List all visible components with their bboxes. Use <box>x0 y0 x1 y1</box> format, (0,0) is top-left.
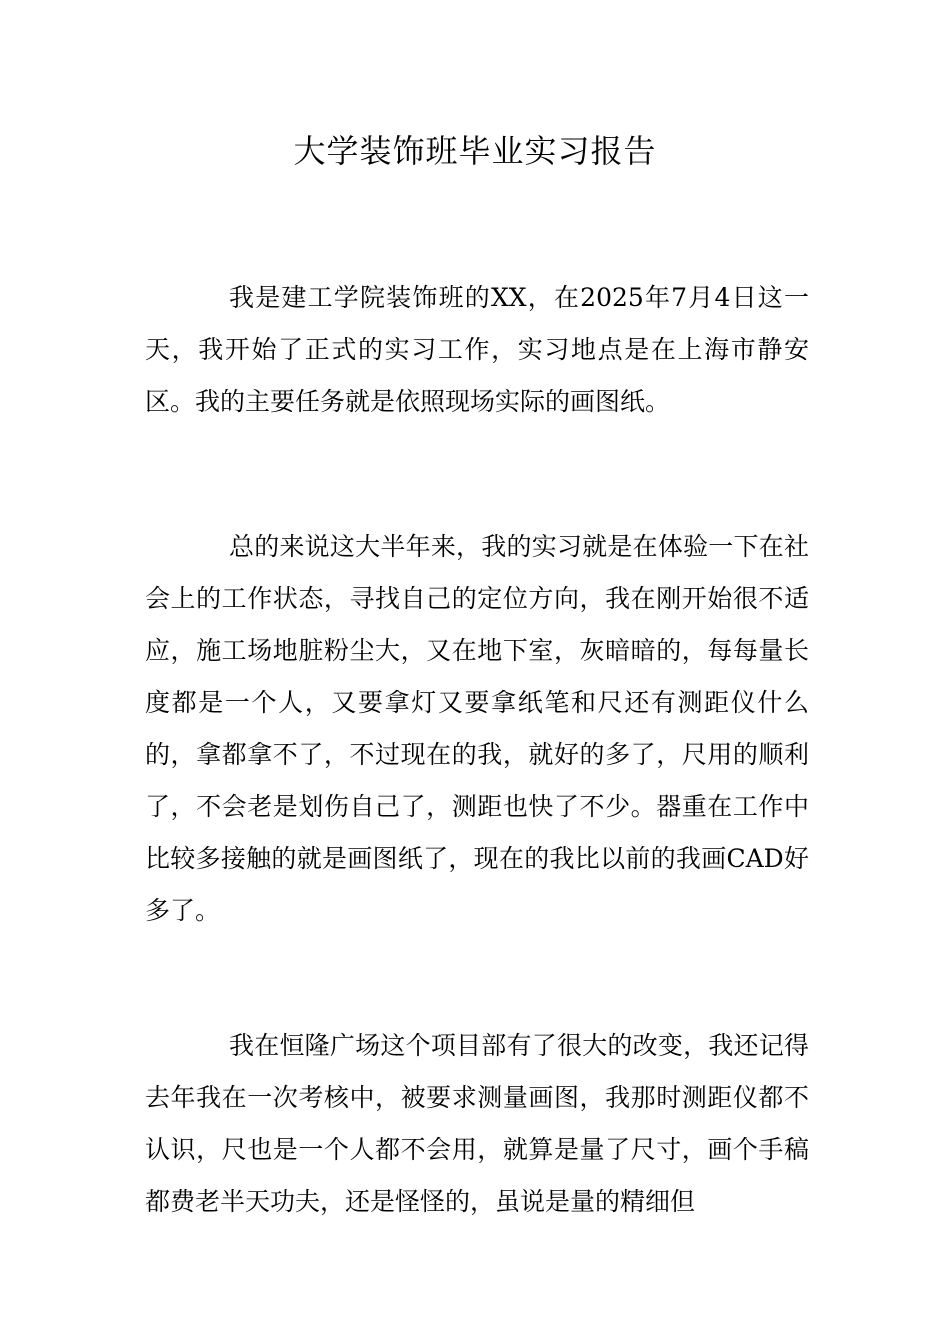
paragraph-2: 总的来说这大半年来，我的实习就是在体验一下在社会上的工作状态，寻找自己的定位方向，我在刚开始很不适应，施工场地脏粉尘大，又在地下室，灰暗暗的，每每量长度都是一个人，又要拿灯又要拿纸笔和尺还有测距仪什么的，拿都拿不了，不过现在的我，就好的多了，尺用的顺利了，不会老是划伤自己了，测距也快了不少。器重在工作中比较多接触的就是画图纸了，现在的我比以前的我画CAD好多了。 <box>145 532 809 925</box>
paragraph-1: 我是建工学院装饰班的XX，在2025年7月4日这一天，我开始了正式的实习工作，实习地点是在上海市静安区。我的主要任务就是依照现场实际的画图纸。 <box>145 283 809 416</box>
document-title: 大学装饰班毕业实习报告 <box>293 132 657 170</box>
paragraph-3: 我在恒隆广场这个项目部有了很大的改变，我还记得去年我在一次考核中，被要求测量画图，我那时测距仪都不认识，尺也是一个人都不会用，就算是量了尺寸，画个手稿都费老半天功夫，还是怪怪的，虽说是量的精细但 <box>145 1031 809 1216</box>
